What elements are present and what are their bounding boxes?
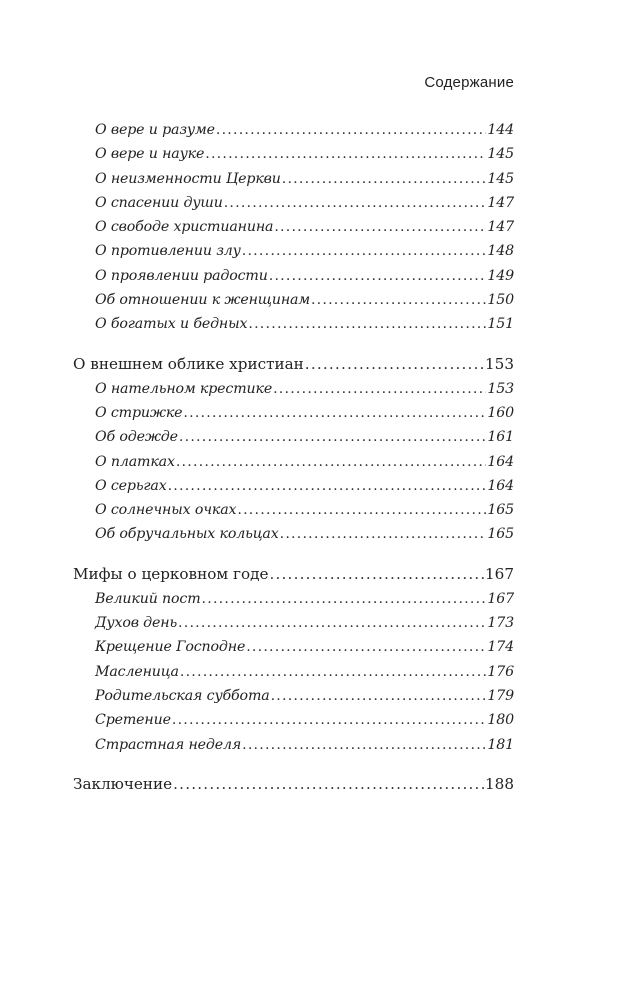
leader-dots	[274, 215, 486, 239]
toc-entry-title: О неизменности Церкви	[95, 170, 281, 187]
toc-entry-title: О платках	[95, 453, 175, 470]
toc-entry-page: 150	[487, 292, 514, 309]
toc-entry-page: 164	[487, 453, 514, 470]
leader-dots	[271, 684, 487, 708]
toc-entry-title: Страстная неделя	[95, 736, 242, 753]
toc-entry-page: 174	[487, 639, 514, 656]
toc-entry[interactable]	[73, 264, 514, 288]
toc-entry[interactable]	[73, 401, 514, 425]
toc-chapter[interactable]	[73, 771, 514, 797]
toc-entry[interactable]	[73, 733, 514, 757]
toc-entry[interactable]	[73, 635, 514, 659]
toc-entry-page: 144	[487, 122, 514, 138]
leader-dots	[173, 771, 484, 797]
leader-dots	[180, 660, 487, 684]
toc-entry[interactable]	[73, 425, 514, 449]
toc-entry-page: 180	[487, 712, 514, 729]
toc-entry-title: О вере и науке	[95, 146, 205, 163]
toc-chapter-title: Мифы о церковном годе	[73, 564, 269, 583]
running-head: Содержание	[424, 74, 514, 91]
toc-entry[interactable]	[73, 450, 514, 474]
toc-entry[interactable]	[73, 684, 514, 708]
toc-entry[interactable]	[73, 142, 514, 166]
leader-dots	[246, 635, 486, 659]
leader-dots	[305, 351, 484, 377]
toc-entry-title: О нательном крестике	[95, 380, 273, 397]
toc-entry[interactable]	[73, 587, 514, 611]
toc-entry[interactable]	[73, 167, 514, 191]
toc-section	[73, 561, 514, 757]
toc-entry[interactable]	[73, 611, 514, 635]
toc-entry-title: О солнечных очках	[95, 502, 237, 519]
table-of-contents	[73, 118, 514, 811]
toc-entry-title: О богатых и бедных	[95, 316, 248, 333]
toc-entry[interactable]	[73, 288, 514, 312]
leader-dots	[311, 288, 486, 312]
toc-entry[interactable]	[73, 660, 514, 684]
leader-dots	[172, 708, 486, 732]
toc-entry-title: Великий пост	[95, 590, 201, 607]
toc-chapter-title: О внешнем облике христиан	[73, 354, 304, 373]
toc-entry-title: О проявлении радости	[95, 267, 268, 284]
toc-entry[interactable]	[73, 239, 514, 263]
toc-chapter[interactable]	[73, 561, 514, 587]
leader-dots	[273, 377, 486, 401]
leader-dots	[205, 142, 486, 166]
toc-entry-title: Об одежде	[95, 429, 178, 446]
toc-entry-page: 153	[487, 380, 514, 397]
toc-chapter-page: 188	[485, 774, 514, 793]
toc-entry-title: О стрижке	[95, 404, 183, 421]
toc-entry-title: Масленица	[95, 663, 179, 680]
toc-entry-page: 165	[487, 526, 514, 543]
leader-dots	[224, 191, 487, 215]
toc-entry-page: 161	[487, 429, 514, 446]
toc-entry-title: О свободе христианина	[95, 219, 274, 236]
toc-entry[interactable]	[73, 191, 514, 215]
toc-entry-title: О серьгах	[95, 477, 167, 494]
toc-entry-page: 167	[487, 590, 514, 607]
toc-entry-page: 179	[487, 687, 514, 704]
toc-entry-title: О вере и разуме	[95, 122, 215, 138]
leader-dots	[168, 474, 487, 498]
toc-entry[interactable]	[73, 312, 514, 336]
leader-dots	[216, 118, 487, 142]
toc-entry-page: 145	[487, 146, 514, 163]
toc-entry-title: Об отношении к женщинам	[95, 292, 310, 309]
toc-entry-title: Сретение	[95, 712, 171, 729]
toc-entry[interactable]	[73, 474, 514, 498]
toc-entry-page: 164	[487, 477, 514, 494]
toc-entry[interactable]	[73, 118, 514, 142]
toc-entry-title: О противлении злу	[95, 243, 241, 260]
leader-dots	[237, 498, 486, 522]
leader-dots	[202, 587, 487, 611]
toc-entry-title: О спасении души	[95, 194, 223, 211]
toc-entry-page: 181	[487, 736, 514, 753]
toc-entry-title: Крещение Господне	[95, 639, 246, 656]
toc-entry[interactable]	[73, 708, 514, 732]
toc-entry-page: 147	[487, 194, 514, 211]
toc-entry-page: 160	[487, 404, 514, 421]
leader-dots	[280, 522, 487, 546]
leader-dots	[242, 733, 486, 757]
leader-dots	[269, 264, 487, 288]
toc-section	[73, 118, 514, 337]
toc-entry-page: 148	[487, 243, 514, 260]
toc-section	[73, 351, 514, 547]
leader-dots	[178, 611, 486, 635]
toc-entry-page: 173	[487, 615, 514, 632]
toc-entry[interactable]	[73, 377, 514, 401]
toc-entry[interactable]	[73, 498, 514, 522]
leader-dots	[176, 450, 487, 474]
leader-dots	[282, 167, 487, 191]
toc-entry-page: 145	[487, 170, 514, 187]
toc-entry-page: 149	[487, 267, 514, 284]
toc-entry[interactable]	[73, 215, 514, 239]
toc-entry-title: Духов день	[95, 615, 178, 632]
leader-dots	[269, 561, 484, 587]
toc-chapter-page: 153	[485, 354, 514, 373]
toc-entry-title: Родительская суббота	[95, 687, 270, 704]
leader-dots	[179, 425, 486, 449]
toc-entry-page: 147	[487, 219, 514, 236]
toc-chapter-title: Заключение	[73, 774, 173, 793]
leader-dots	[183, 401, 486, 425]
toc-chapter[interactable]	[73, 351, 514, 377]
toc-entry-page: 165	[487, 502, 514, 519]
toc-section	[73, 771, 514, 797]
toc-entry-title: Об обручальных кольцах	[95, 526, 279, 543]
toc-entry-page: 176	[487, 663, 514, 680]
leader-dots	[242, 239, 487, 263]
toc-entry[interactable]	[73, 522, 514, 546]
toc-entry-page: 151	[487, 316, 514, 333]
toc-chapter-page: 167	[485, 564, 514, 583]
leader-dots	[248, 312, 486, 336]
